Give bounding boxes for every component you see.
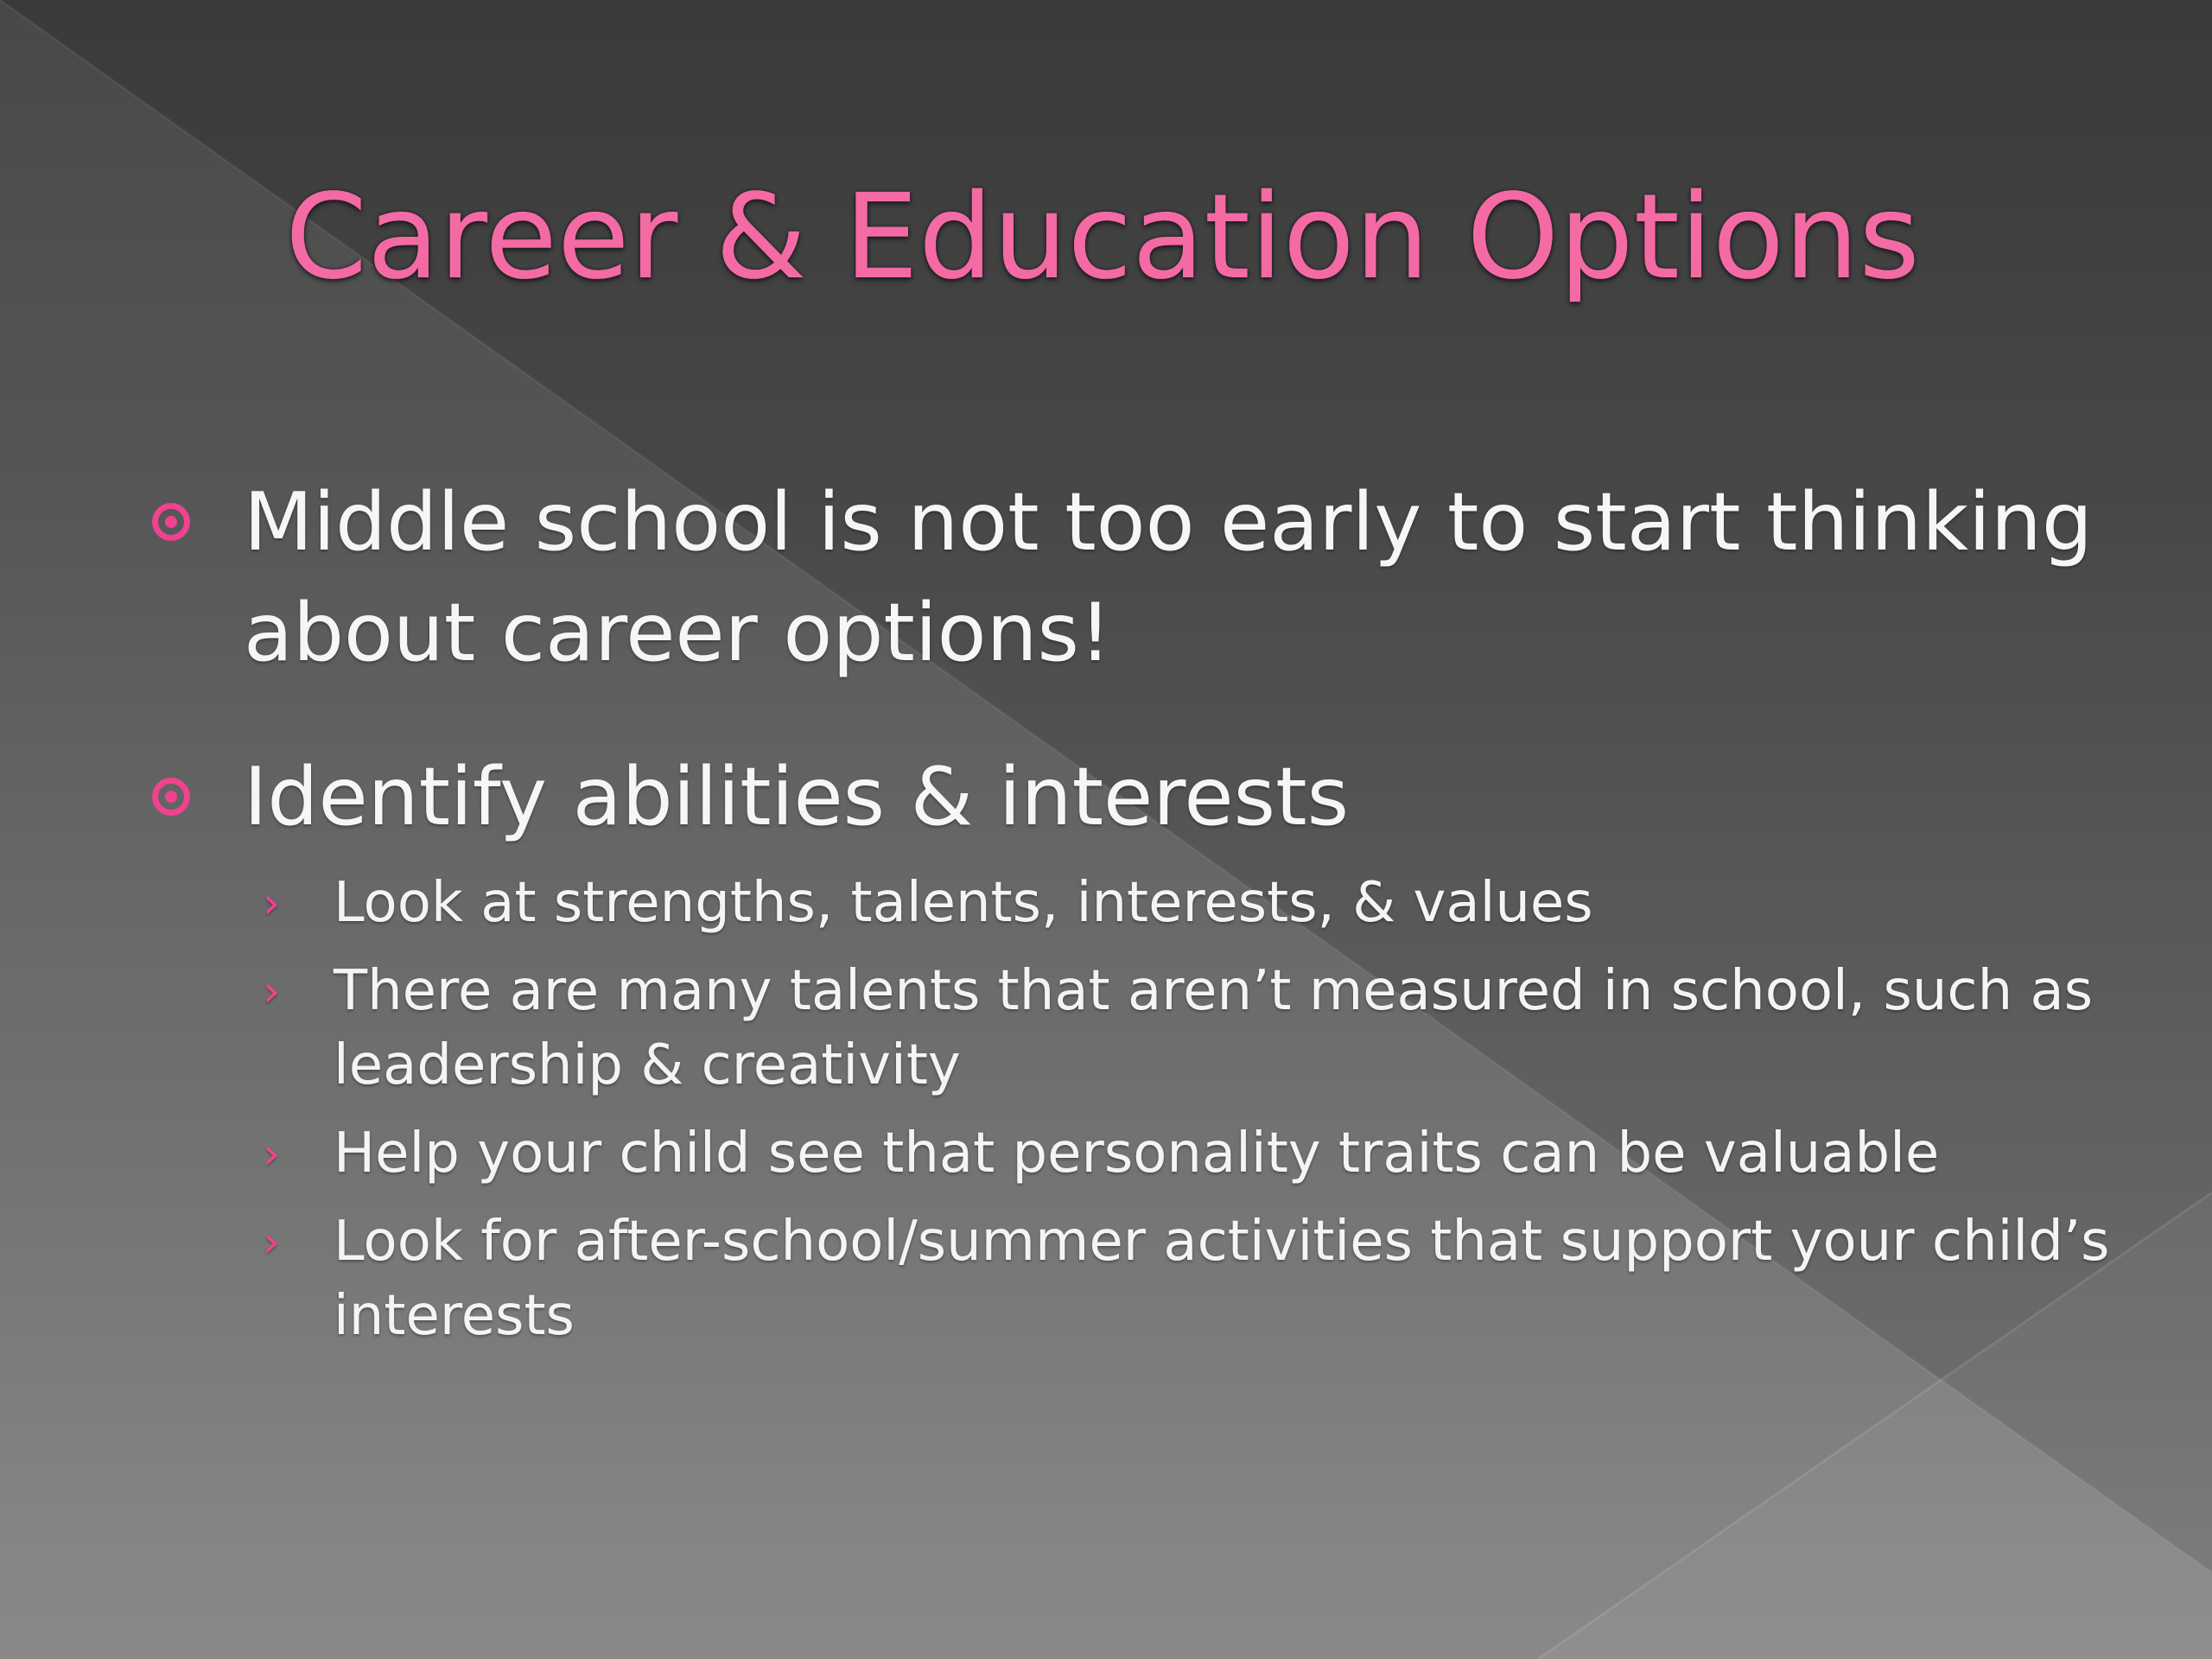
- sub-bullet-text: Look for after-school/summer activities that support your child’s interests: [334, 1210, 2110, 1348]
- sub-bullet-item: [149, 866, 2119, 940]
- bullet-text: Identify abilities & interests: [244, 750, 1350, 843]
- chevron-right-icon: ›: [263, 966, 280, 1016]
- bullet-item: [149, 741, 2119, 852]
- slide-title: Career & Education Options: [285, 169, 1921, 306]
- bullet-item: [149, 467, 2119, 688]
- chevron-right-icon: ›: [263, 1128, 280, 1179]
- sub-bullet-item: [149, 954, 2119, 1103]
- sub-bullet-item: [149, 1205, 2119, 1353]
- sub-bullet-text: Look at strengths, talents, interests, & values: [334, 871, 1593, 935]
- bullet-text: Middle school is not too early to start thinking about career options!: [244, 475, 2093, 679]
- sub-bullet-text: There are many talents that aren’t measured in school, such as leadership & creativity: [334, 959, 2094, 1097]
- target-circle-bullet-icon: [152, 503, 190, 541]
- sub-bullet-list: [149, 866, 2119, 1353]
- chevron-right-icon: ›: [263, 878, 280, 928]
- chevron-right-icon: ›: [263, 1217, 280, 1267]
- target-circle-bullet-icon: [152, 778, 190, 816]
- sub-bullet-item: [149, 1116, 2119, 1191]
- sub-bullet-text: Help your child see that personality traits can be valuable: [334, 1122, 1940, 1185]
- slide-content: [149, 467, 2119, 1367]
